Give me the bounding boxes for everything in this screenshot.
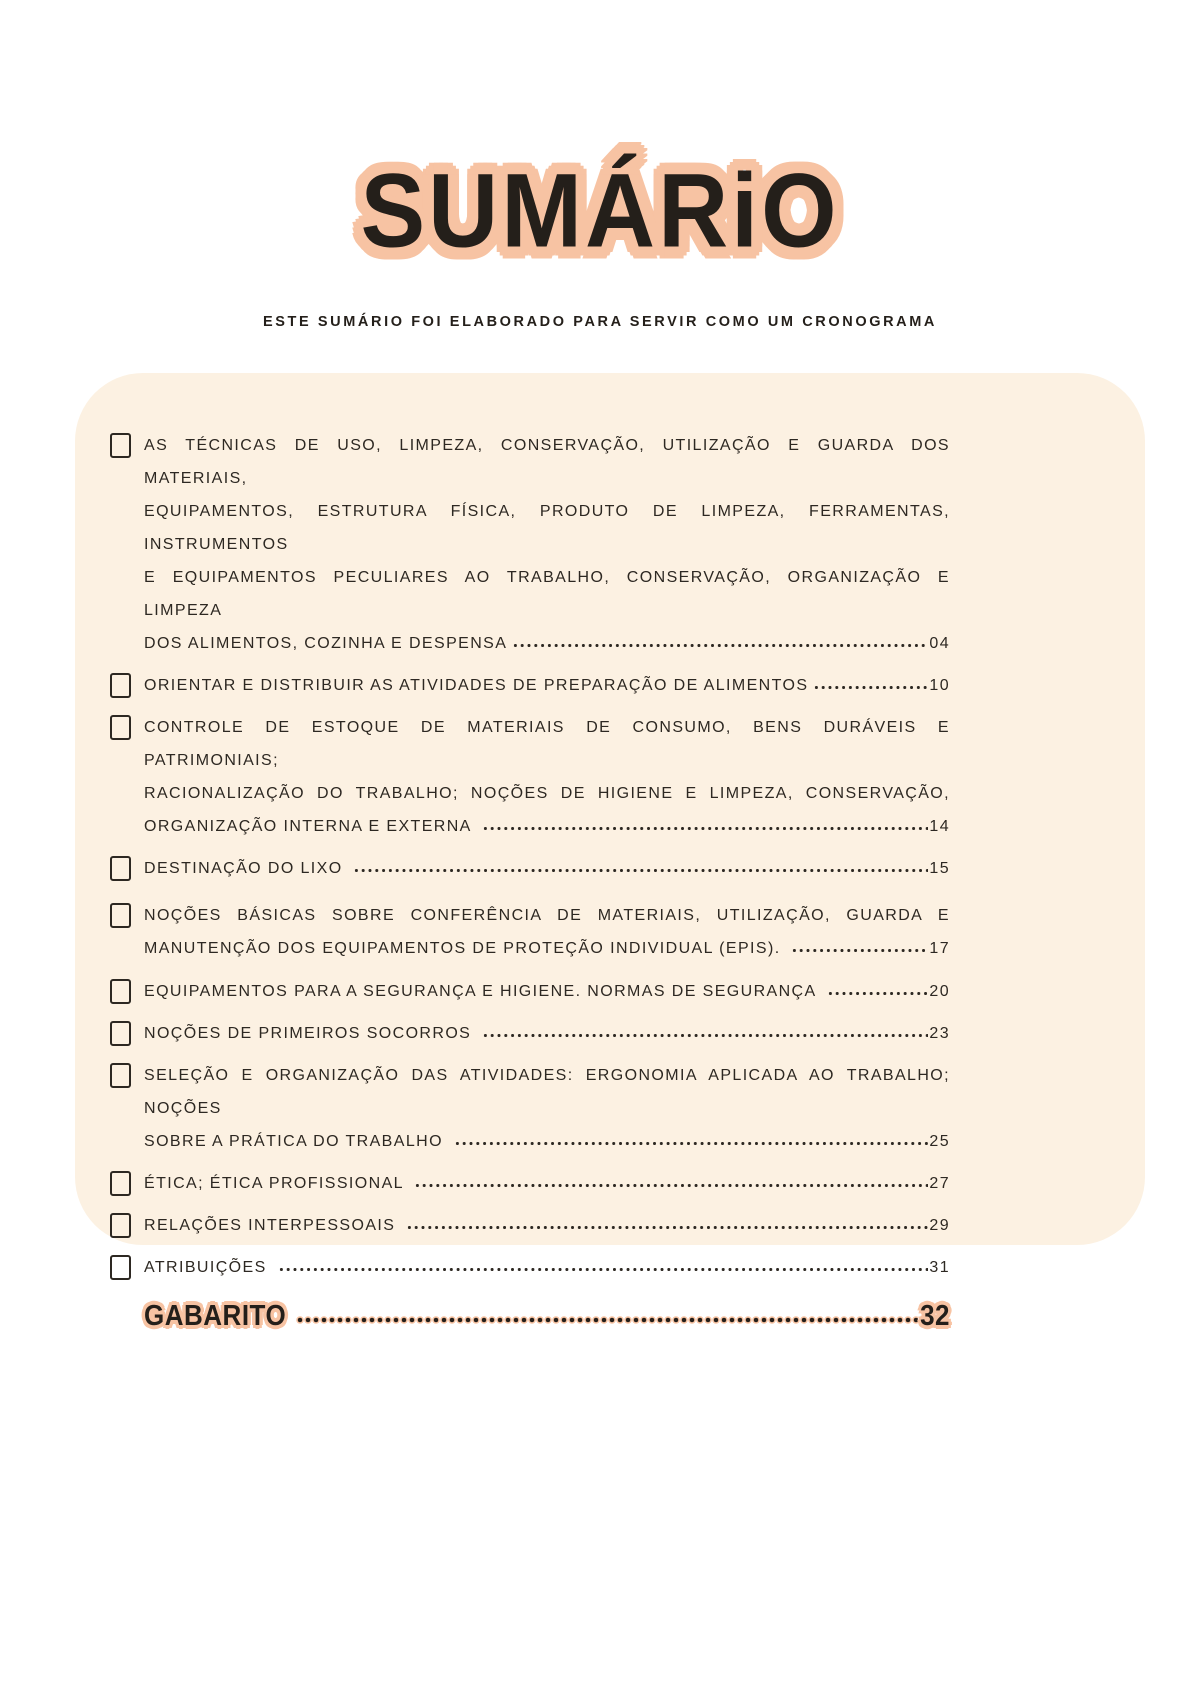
toc-item [110, 1059, 950, 1158]
toc-item [110, 1209, 950, 1242]
page-subtitle: ESTE SUMÁRIO FOI ELABORADO PARA SERVIR COMO UM CRONOGRAMA [263, 314, 937, 330]
empty-checkbox-icon[interactable] [110, 1171, 131, 1196]
toc-item-content [144, 1059, 950, 1158]
gabarito-page-number: 32 [920, 1298, 950, 1332]
page-number: 10 [929, 677, 950, 694]
toc-line: RACIONALIZAÇÃO DO TRABALHO; NOÇÕES DE HIGIENE E LIMPEZA, CONSERVAÇÃO, [144, 785, 950, 802]
empty-checkbox-icon[interactable] [110, 903, 131, 928]
dot-leader [813, 685, 928, 690]
empty-checkbox-icon[interactable] [110, 433, 131, 458]
dot-leader [791, 948, 928, 953]
gabarito-row [144, 1300, 950, 1331]
empty-checkbox-icon[interactable] [110, 1255, 131, 1280]
empty-checkbox-icon[interactable] [110, 715, 131, 740]
page-number: 25 [929, 1133, 950, 1150]
toc-line: E EQUIPAMENTOS PECULIARES AO TRABALHO, CONSERVAÇÃO, ORGANIZAÇÃO E LIMPEZA [144, 569, 950, 619]
empty-checkbox-icon[interactable] [110, 1213, 131, 1238]
dot-leader [296, 1316, 918, 1324]
toc-last-line [144, 932, 950, 965]
page-title: SUMÁRiO [360, 151, 840, 270]
toc-item-content [144, 1167, 950, 1200]
page-number: 31 [929, 1259, 950, 1276]
page-number: 29 [929, 1217, 950, 1234]
page-number: 14 [929, 818, 950, 835]
toc-line: SELEÇÃO E ORGANIZAÇÃO DAS ATIVIDADES: ERGONOMIA APLICADA AO TRABALHO; NOÇÕES [144, 1067, 950, 1117]
toc-item-content [144, 1251, 950, 1284]
dot-leader [353, 868, 928, 873]
dot-leader [414, 1183, 928, 1188]
toc-item-label: NOÇÕES DE PRIMEIROS SOCORROS [144, 1025, 478, 1042]
toc-last-line [144, 1209, 950, 1242]
toc-item-label: SOBRE A PRÁTICA DO TRABALHO [144, 1133, 449, 1150]
toc-list [110, 429, 950, 1284]
toc-last-line [144, 1251, 950, 1284]
toc-last-line [144, 1017, 950, 1050]
empty-checkbox-icon[interactable] [110, 1063, 131, 1088]
dot-leader [482, 826, 929, 831]
toc-item-content [144, 711, 950, 843]
dot-leader [278, 1267, 929, 1272]
toc-item-content [144, 429, 950, 660]
toc-item [110, 1167, 950, 1200]
toc-item-label: ÉTICA; ÉTICA PROFISSIONAL [144, 1175, 410, 1192]
page-number: 23 [929, 1025, 950, 1042]
toc-item-label: ORGANIZAÇÃO INTERNA E EXTERNA [144, 818, 477, 835]
page-number: 15 [929, 860, 950, 877]
toc-item [110, 852, 950, 885]
empty-checkbox-icon[interactable] [110, 979, 131, 1004]
toc-item-content [144, 1017, 950, 1050]
toc-line: AS TÉCNICAS DE USO, LIMPEZA, CONSERVAÇÃO, UTILIZAÇÃO E GUARDA DOS MATERIAIS, [144, 437, 950, 487]
toc-item [110, 975, 950, 1008]
toc-item [110, 429, 950, 660]
toc-last-line [144, 1125, 950, 1158]
page-number: 20 [929, 983, 950, 1000]
toc-item-label: EQUIPAMENTOS PARA A SEGURANÇA E HIGIENE. NORMAS DE SEGURANÇA [144, 983, 822, 1000]
toc-line: CONTROLE DE ESTOQUE DE MATERIAIS DE CONSUMO, BENS DURÁVEIS E PATRIMONIAIS; [144, 719, 950, 769]
toc-line: NOÇÕES BÁSICAS SOBRE CONFERÊNCIA DE MATERIAIS, UTILIZAÇÃO, GUARDA E [144, 907, 950, 924]
toc-item [110, 1017, 950, 1050]
toc-item-content [144, 1209, 950, 1242]
empty-checkbox-icon[interactable] [110, 1021, 131, 1046]
toc-item-content [144, 899, 950, 965]
page-header [0, 0, 1200, 330]
dot-leader [482, 1033, 928, 1038]
toc-item-label: ORIENTAR E DISTRIBUIR AS ATIVIDADES DE PREPARAÇÃO DE ALIMENTOS [144, 677, 809, 694]
page-number: 17 [929, 940, 950, 957]
dot-leader [454, 1141, 929, 1146]
toc-last-line [144, 810, 950, 843]
toc-box [75, 373, 1145, 1332]
toc-item-content [144, 852, 950, 885]
toc-item-content [144, 975, 950, 1008]
toc-item-label: RELAÇÕES INTERPESSOAIS [144, 1217, 402, 1234]
empty-checkbox-icon[interactable] [110, 673, 131, 698]
dot-leader [406, 1225, 928, 1230]
toc-last-line [144, 669, 950, 702]
toc-item-label: MANUTENÇÃO DOS EQUIPAMENTOS DE PROTEÇÃO INDIVIDUAL (EPIS). [144, 940, 787, 957]
empty-checkbox-icon[interactable] [110, 856, 131, 881]
page-number: 27 [929, 1175, 950, 1192]
toc-last-line [144, 975, 950, 1008]
dot-leader [827, 991, 929, 996]
toc-last-line [144, 627, 950, 660]
toc-item [110, 1251, 950, 1284]
gabarito-label: GABARITO [144, 1298, 287, 1332]
toc-item-label: ATRIBUIÇÕES [144, 1259, 273, 1276]
toc-line: EQUIPAMENTOS, ESTRUTURA FÍSICA, PRODUTO DE LIMPEZA, FERRAMENTAS, INSTRUMENTOS [144, 503, 950, 553]
dot-leader [512, 643, 928, 648]
toc-item-label: DOS ALIMENTOS, COZINHA E DESPENSA [144, 635, 508, 652]
toc-last-line [144, 852, 950, 885]
toc-item [110, 669, 950, 702]
toc-item [110, 899, 950, 965]
toc-item [110, 711, 950, 843]
toc-item-label: DESTINAÇÃO DO LIXO [144, 860, 349, 877]
toc-last-line [144, 1167, 950, 1200]
page-number: 04 [929, 635, 950, 652]
toc-item-content [144, 669, 950, 702]
